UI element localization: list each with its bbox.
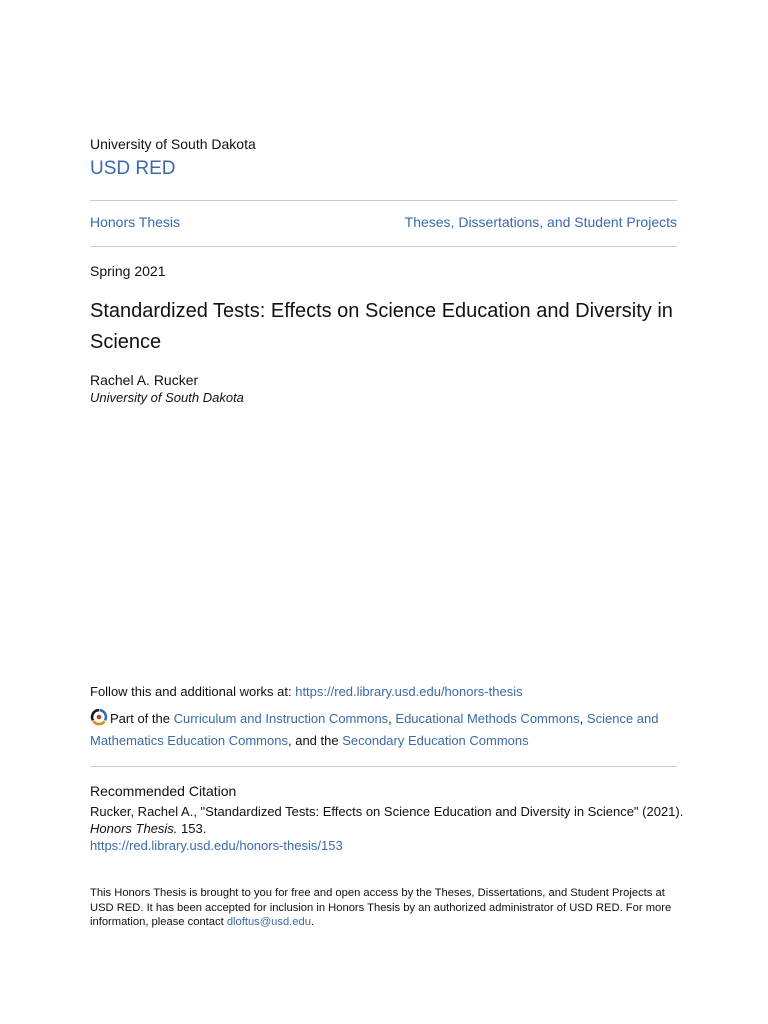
divider-citation <box>90 766 677 767</box>
citation-series: Honors Thesis. <box>90 821 178 836</box>
divider-top <box>90 200 677 201</box>
commons-link-science-math[interactable]: Science and Mathematics Education Commons <box>90 711 659 748</box>
citation-text: Rucker, Rachel A., "Standardized Tests: Effects on Science Education and Diversity in Science" (2021). <box>90 804 684 819</box>
divider-collections <box>90 246 677 247</box>
commons-link-curriculum[interactable]: Curriculum and Instruction Commons <box>173 711 389 726</box>
network-commons-icon <box>90 708 108 726</box>
part-of-separator: , <box>388 711 396 726</box>
institution-name: University of South Dakota <box>90 136 256 152</box>
access-notice-text: This Honors Thesis is brought to you for free and open access by the Theses, Dissertations, and Student Projects at USD RED. It has been accepted for inclusion in Honors Thesis by an authorized administrator of USD RED. For more information, please contact <box>90 887 672 929</box>
contact-email-link[interactable]: dloftus@usd.edu <box>226 916 311 929</box>
follow-works-line <box>90 684 523 699</box>
part-of-prefix: Part of the <box>110 711 174 726</box>
part-of-commons <box>90 708 677 752</box>
commons-link-secondary-education[interactable]: Secondary Education Commons <box>342 733 529 748</box>
repository-link[interactable]: USD RED <box>90 158 176 179</box>
citation-series-line <box>90 821 206 836</box>
commons-link-educational-methods[interactable]: Educational Methods Commons <box>395 711 580 726</box>
document-title: Standardized Tests: Effects on Science Education and Diversity in Science <box>90 300 673 353</box>
author-affiliation: University of South Dakota <box>90 390 244 405</box>
access-notice <box>90 886 680 930</box>
collection-link-honors-thesis[interactable]: Honors Thesis <box>90 214 181 230</box>
access-notice-end: . <box>310 916 315 929</box>
follow-prefix: Follow this and additional works at: <box>90 684 296 699</box>
citation-heading: Recommended Citation <box>90 783 237 799</box>
follow-url-link[interactable]: https://red.library.usd.edu/honors-thesis <box>295 684 523 699</box>
collection-link-theses[interactable]: Theses, Dissertations, and Student Projects <box>404 214 677 230</box>
citation-number: 153. <box>177 821 207 836</box>
part-of-separator: , and the <box>287 733 343 748</box>
citation-url-link[interactable]: https://red.library.usd.edu/honors-thesis/153 <box>90 838 343 853</box>
part-of-separator: , <box>579 711 587 726</box>
author-name: Rachel A. Rucker <box>90 372 199 388</box>
publication-date: Spring 2021 <box>90 263 166 279</box>
